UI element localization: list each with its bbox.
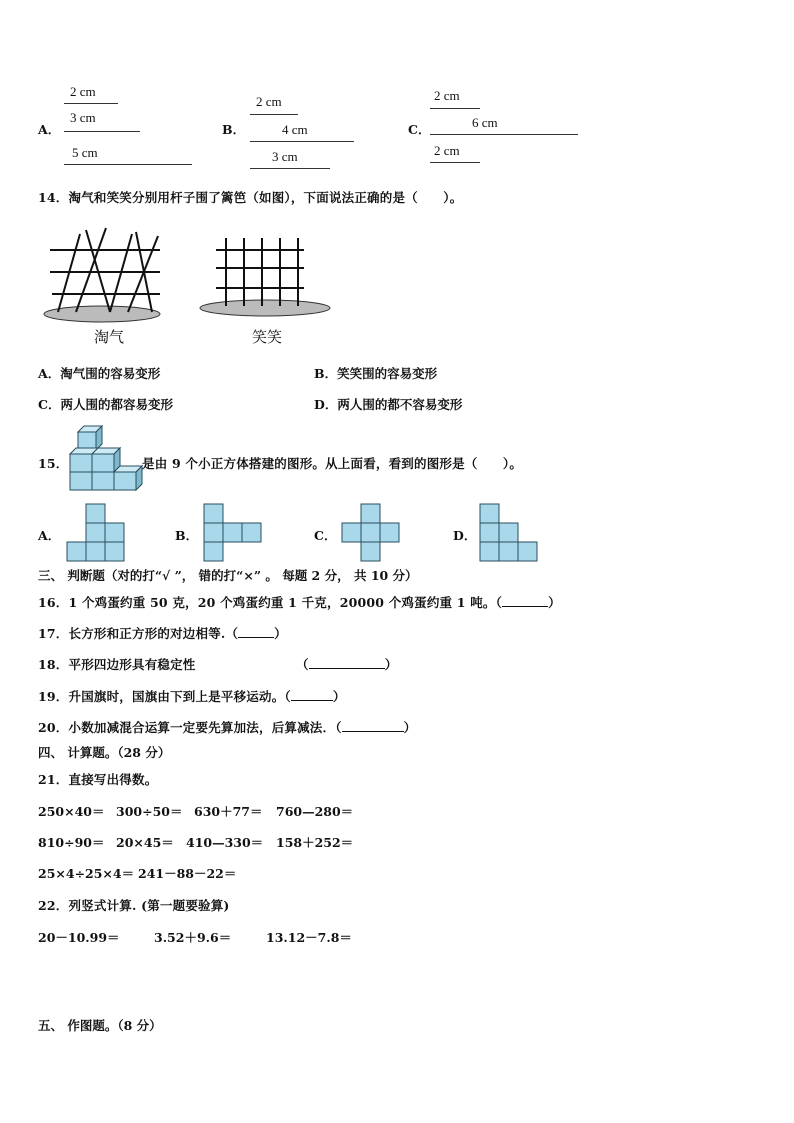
q17-close-paren: ） — [274, 626, 287, 641]
q15-option-a-figure — [66, 504, 126, 562]
q13-a-seg2-line — [64, 131, 140, 132]
q19-question — [38, 687, 346, 705]
q13-option-c-letter: C． — [408, 122, 431, 137]
q18-answer-blank[interactable] — [309, 658, 385, 669]
q20-close-paren: ） — [403, 720, 417, 735]
q13-b-seg1-line — [250, 114, 298, 115]
q13-c-seg2-line — [430, 134, 578, 135]
q13-c-seg2-label: 6 cm — [472, 115, 498, 130]
section-4-title: 四、 计算题。（28 分） — [38, 745, 171, 760]
q13-b-seg2-line — [250, 141, 354, 142]
q22-item1: 20－10.99＝ — [38, 930, 120, 945]
q15-option-d-figure — [479, 504, 539, 562]
q21-row1-item2: 300÷50＝ — [116, 804, 183, 819]
q13-b-seg1-label: 2 cm — [256, 94, 282, 109]
q18-answer-area — [296, 655, 397, 673]
q19-text: 19．升国旗时，国旗由下到上是平移运动。（ — [38, 689, 291, 704]
q21-row3-item2: 241－88－22＝ — [138, 866, 237, 881]
q13-b-seg2-label: 4 cm — [282, 122, 308, 137]
q21-title: 21．直接写出得数。 — [38, 772, 158, 787]
q14-option-b: B．笑笑围的容易变形 — [314, 366, 438, 381]
q18-close-paren: ） — [384, 657, 398, 672]
q14-option-a: A．淘气围的容易变形 — [38, 366, 161, 381]
q15-option-d-letter: D． — [453, 528, 477, 543]
q17-answer-blank[interactable] — [238, 627, 274, 638]
q21-row2-item4: 158＋252＝ — [276, 835, 354, 850]
q14-question: 14．淘气和笑笑分别用杆子围了篱笆（如图），下面说法正确的是（ ）。 — [38, 190, 463, 205]
xiaoxiao-fence-figure — [200, 238, 330, 316]
q21-row1-item1: 250×40＝ — [38, 804, 105, 819]
q15-number: 15． — [38, 456, 69, 471]
q13-a-seg2-label: 3 cm — [70, 110, 96, 125]
q13-a-seg1-line — [64, 103, 118, 104]
q14-caption-taoqi: 淘气 — [94, 328, 125, 346]
q13-a-seg3-label: 5 cm — [72, 145, 98, 160]
q17-question — [38, 624, 287, 642]
q13-b-seg3-line — [250, 168, 330, 169]
q17-text: 17．长方形和正方形的对边相等.（ — [38, 626, 239, 641]
q21-row2-item3: 410—330＝ — [186, 835, 264, 850]
q18-open-paren: （ — [296, 657, 309, 672]
q21-row1-item3: 630＋77＝ — [194, 804, 263, 819]
q13-c-seg1-label: 2 cm — [434, 88, 460, 103]
q20-text: 20．小数加减混合运算一定要先算加法，后算减法．（ — [38, 720, 342, 735]
q21-row2-item2: 20×45＝ — [116, 835, 174, 850]
q13-b-seg3-label: 3 cm — [272, 149, 298, 164]
q15-cube-stack-figure — [68, 426, 142, 492]
q14-caption-xiaoxiao: 笑笑 — [252, 328, 283, 346]
q19-close-paren: ） — [332, 689, 346, 704]
q22-title: 22．列竖式计算. (第一题要验算) — [38, 898, 230, 913]
section-3-title: 三、 判断题（对的打“√ ”， 错的打“×” 。 每题 2 分， 共 10 分） — [38, 568, 418, 583]
q14-option-d: D．两人围的都不容易变形 — [314, 397, 463, 412]
q14-option-c: C．两人围的都容易变形 — [38, 397, 173, 412]
q15-option-c-letter: C． — [314, 528, 337, 543]
q13-option-a-letter: A． — [38, 122, 61, 137]
q21-row2-item1: 810÷90＝ — [38, 835, 105, 850]
q19-answer-blank[interactable] — [291, 690, 333, 701]
q13-option-b-letter: B． — [222, 122, 246, 137]
taoqi-fence-figure — [44, 228, 160, 322]
q22-item3: 13.12－7.8＝ — [266, 930, 352, 945]
q21-row1-item4: 760—280＝ — [276, 804, 354, 819]
q13-c-seg1-line — [430, 108, 480, 109]
q13-c-seg3-line — [430, 162, 480, 163]
q16-text: 16．1 个鸡蛋约重 50 克，20 个鸡蛋约重 1 千克，20000 个鸡蛋约重 1 吨。（ — [38, 595, 503, 610]
q13-a-seg3-line — [64, 164, 192, 165]
q15-option-c-figure — [341, 504, 401, 562]
q14-fence-illustration — [40, 228, 340, 348]
q15-option-b-figure — [203, 504, 263, 562]
q15-option-a-letter: A． — [38, 528, 61, 543]
q13-c-seg3-label: 2 cm — [434, 143, 460, 158]
q18-question: 18．平形四边形具有稳定性 — [38, 657, 196, 672]
q15-question: 是由 9 个小正方体搭建的图形。从上面看，看到的图形是（ ）。 — [142, 456, 523, 471]
q16-close-paren: ） — [548, 595, 561, 610]
q20-question — [38, 718, 416, 736]
section-5-title: 五、 作图题。（8 分） — [38, 1018, 162, 1033]
q15-option-b-letter: B． — [175, 528, 199, 543]
q20-answer-blank[interactable] — [342, 721, 404, 732]
q16-question — [38, 593, 561, 611]
q13-a-seg1-label: 2 cm — [70, 84, 96, 99]
q21-row3-item1: 25×4÷25×4＝ — [38, 866, 135, 881]
q22-item2: 3.52＋9.6＝ — [154, 930, 232, 945]
q16-answer-blank[interactable] — [502, 596, 548, 607]
